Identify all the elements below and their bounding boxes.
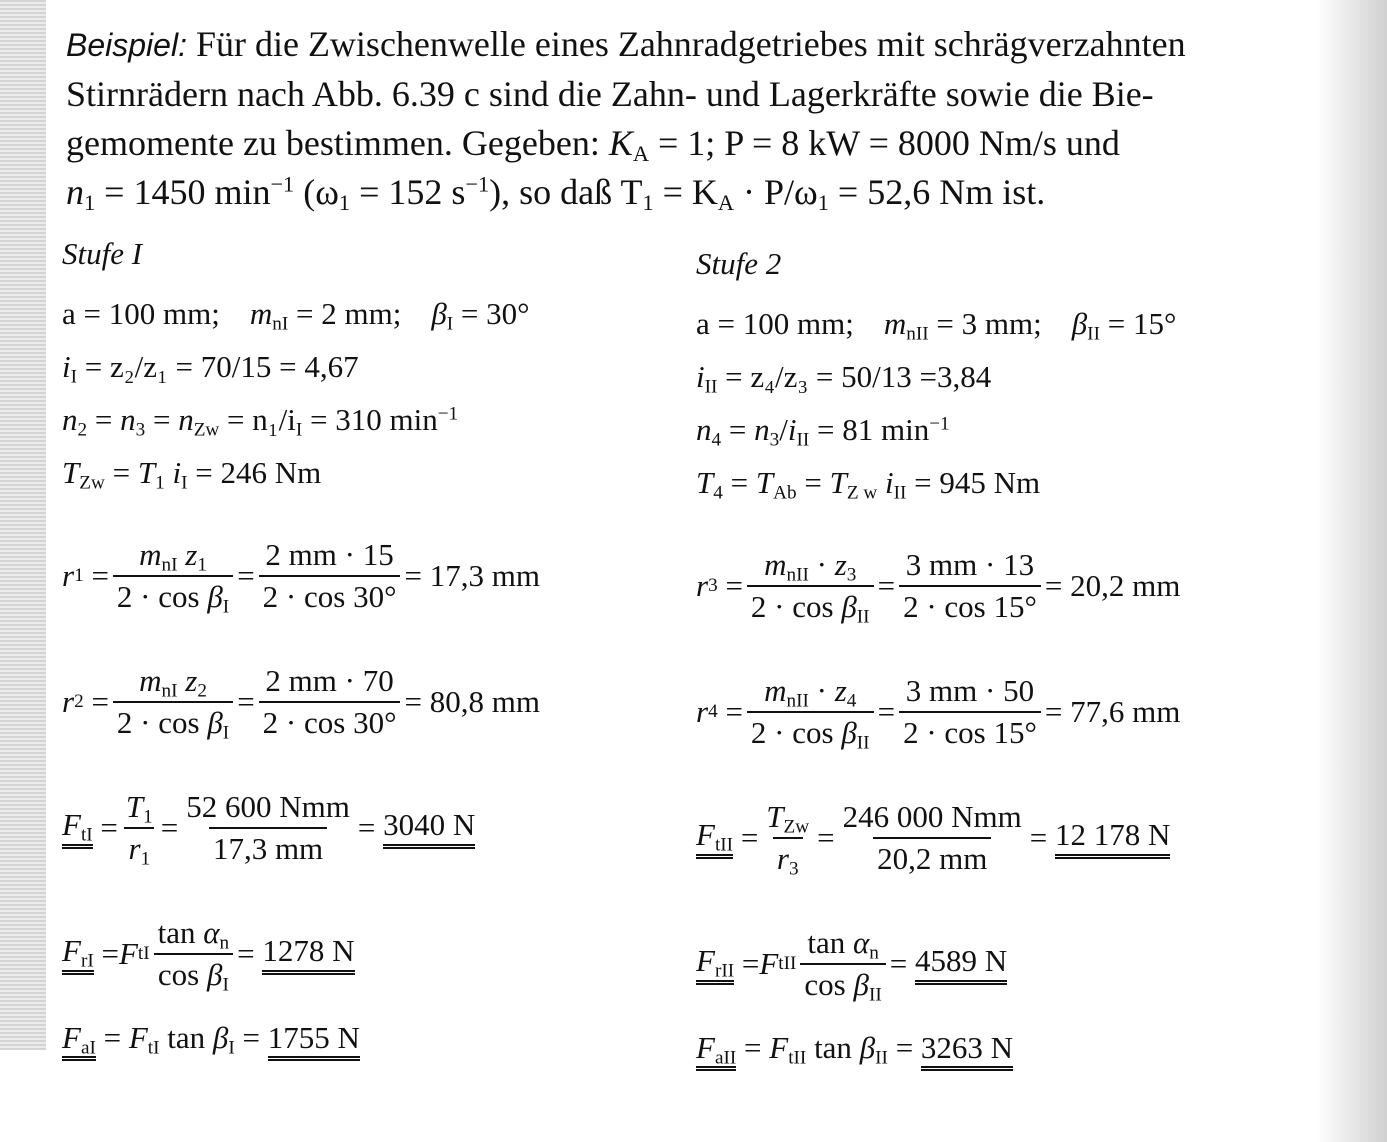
result-Fr1: 1278 N	[262, 933, 354, 975]
result-Fa2: 3263 N	[921, 1030, 1013, 1071]
intro-paragraph: Beispiel: Für die Zwischenwelle eines Zahnradgetriebes mit schrägverzahnten Stirnrädern nach Abb. 6.39 c sind die Zahn- und Lagerkräfte sowie die Bie- gemomente zu bestimmen. Gegeben: $K_A = 1$; P = 8 kW = 8000 Nm/s und $n_1 = 1450$ $\min^{-1} (\omega_1 = 152$ $s^{-1}$), so daß $T_1 = K_A \cdot P/\omega_1 = 52,6$ Nm ist.	[66, 24, 1186, 216]
result-Fa1: 1755 N	[268, 1020, 360, 1061]
formula-r3: r 3 = $\frac{m_{nII} \cdot z_3}{2 \cdot \cos \beta_{II}}$ = $\frac{3 mm \cdot 13}{2 \cdot \cos 15^\circ}$ = 20,2 mm	[696, 547, 1181, 628]
result-Ft1: 3040 N	[383, 807, 475, 849]
formula-Fr2: $F_{rII}$ = F tII $\frac{\tan \alpha_n}{\cos \beta_{II}}$ = 4589 N	[696, 925, 1008, 1006]
result-Ft2: 12 178 N	[1055, 817, 1170, 859]
stufe1-speed: $n_2 = n_3 = n_{Zw} = n_1/i_I = 310$ $\min^{-1}$	[62, 402, 459, 441]
stufe2-ratio: $i_{II} = z_4/z_3 = 50/13 =3,84$	[696, 359, 992, 398]
formula-r2: r 2 = $\frac{m_{nI} z_2}{2 \cdot \cos \beta_I}$ = $\frac{2 mm \cdot 70}{2 \cdot \cos 30^\circ}$ = 80,8 mm	[62, 663, 540, 744]
stufe2-given: a = 100 mm; $m_{nII} = 3$ mm; $\beta_{II} = 15^\circ$	[696, 306, 1177, 345]
stufe1-given: a = 100 mm; $m_{nI} = 2$ mm; $\beta_I = 30^\circ$	[62, 296, 530, 335]
formula-r4: r 4 = $\frac{m_{nII} \cdot z_4}{2 \cdot \cos \beta_{II}}$ = $\frac{3 mm \cdot 50}{2 \cdot \cos 15^\circ}$ = 77,6 mm	[696, 673, 1181, 754]
stufe2-torque: $T_4 = T_{Ab} = T_{Z w}$ $i_{II} = 945$ Nm	[696, 465, 1041, 504]
stufe2-speed: $n_4 = n_3/i_{II} = 81$ $\min^{-1}$	[696, 412, 950, 451]
formula-Ft2: $F_{tII}$ = $\frac{T_{Zw}}{r_3}$ = $\frac{\text{246 000 Nmm}}{20,2 mm}$ = 12 178 N	[696, 799, 1171, 880]
stufe1-title: Stufe I	[62, 236, 143, 271]
formula-Fa1: $F_{aI} = F_{tI}$ $\tan \beta_I = 1755$ N	[62, 1020, 682, 1073]
stufe2-title: Stufe 2	[696, 246, 782, 281]
formula-Ft1: $F_{tI}$ = $\frac{T_1}{r_1}$ = $\frac{\text{52 600 Nmm}}{17,3 mm}$ = 3040 N	[62, 789, 476, 870]
formula-r1: r 1 = $\frac{m_{nI} z_1}{2 \cdot \cos \beta_I}$ = $\frac{2 mm \cdot 15}{2 \cdot \cos 30^\circ}$ = 17,3 mm	[62, 537, 540, 618]
stufe1-torque: $T_{Zw} = T_1$ $i_I = 246$ Nm	[62, 455, 322, 494]
page-edge-stripe	[0, 0, 46, 1050]
example-label: Beispiel:	[66, 27, 187, 63]
stufe2-column	[696, 246, 1356, 1083]
stufe1-ratio: $i_I = z_2/z_1 = 70/15 = 4,67$	[62, 349, 359, 388]
formula-Fr1: $F_{rI}$ = F tI $\frac{\tan \alpha_n}{\cos \beta_I}$ = 1278 N	[62, 915, 355, 996]
result-Fr2: 4589 N	[915, 943, 1007, 985]
stufe1-column	[62, 236, 682, 1073]
formula-Fa2: $F_{aII} = F_{tII}$ $\tan \beta_{II} = 3263$ N	[696, 1030, 1356, 1083]
